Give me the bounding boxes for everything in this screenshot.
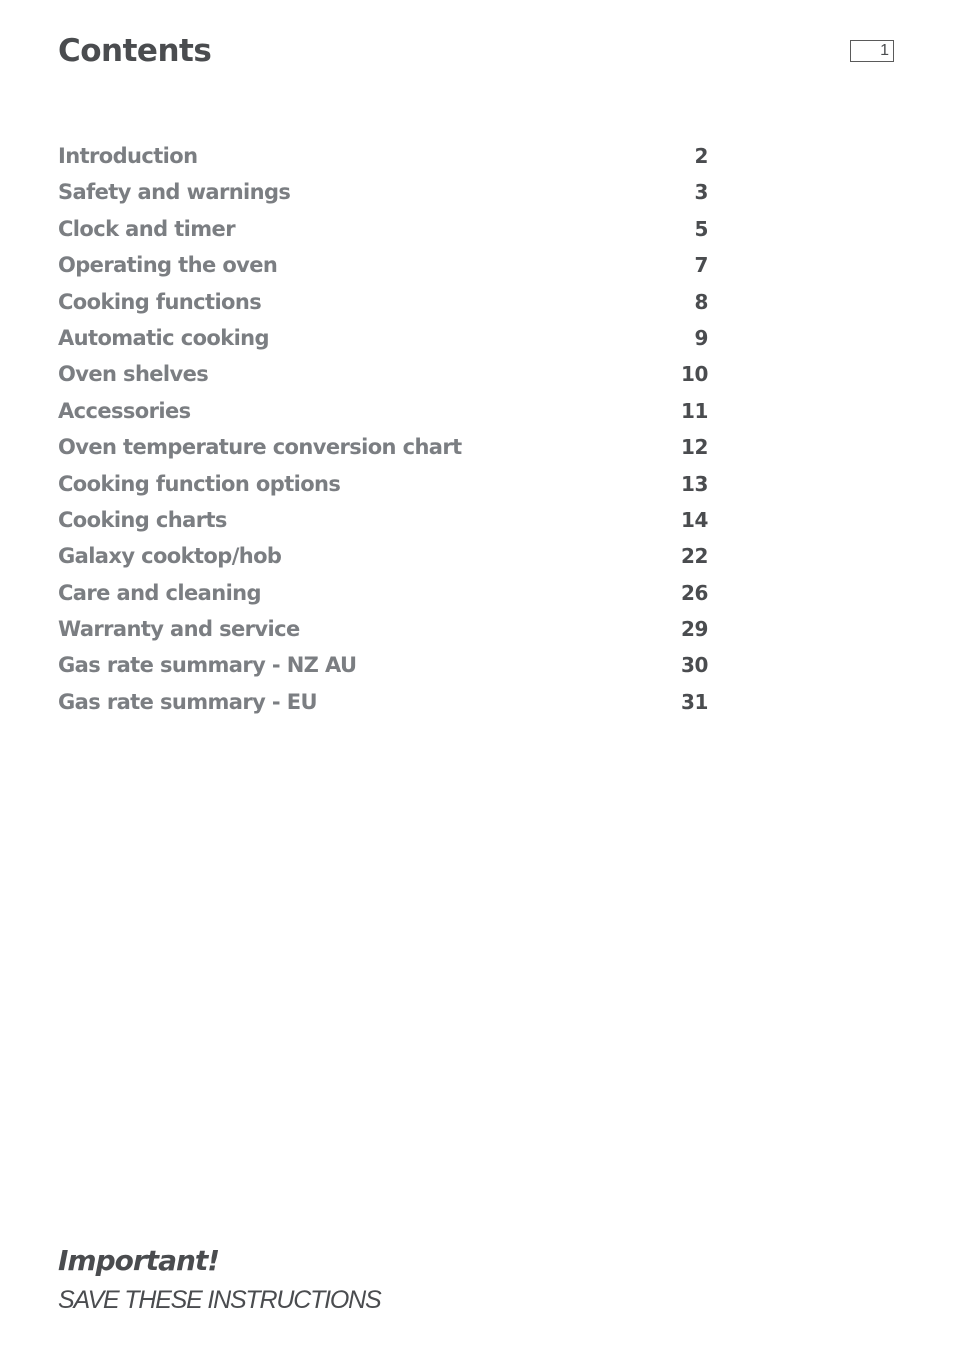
- toc-entry-label: Care and cleaning: [58, 580, 261, 605]
- toc-entry-label: Galaxy cooktop/hob: [58, 544, 282, 569]
- toc-entry-label: Introduction: [58, 144, 198, 168]
- toc-entry[interactable]: [58, 575, 708, 611]
- page-title: Contents: [58, 33, 212, 69]
- toc-entry[interactable]: [58, 502, 708, 538]
- toc-entry-label: Clock and timer: [58, 216, 235, 241]
- toc-entry-label: Safety and warnings: [58, 180, 291, 205]
- toc-entry-page: 26: [680, 580, 708, 605]
- toc-entry[interactable]: [58, 538, 708, 574]
- toc-entry-label: Cooking charts: [58, 507, 227, 532]
- toc-entry-label: Gas rate summary - EU: [58, 689, 317, 714]
- toc-entry-label: Cooking function options: [58, 471, 341, 496]
- toc-entry-page: 11: [680, 398, 708, 423]
- toc-entry[interactable]: [58, 684, 708, 720]
- toc-entry-page: 7: [694, 253, 708, 278]
- toc-entry[interactable]: [58, 611, 708, 647]
- toc-entry-page: 14: [680, 507, 708, 532]
- toc-entry[interactable]: [58, 429, 708, 465]
- toc-entry-label: Automatic cooking: [58, 325, 269, 350]
- important-heading: Important!: [58, 1244, 220, 1277]
- toc-entry[interactable]: [58, 320, 708, 356]
- table-of-contents: [58, 138, 708, 720]
- toc-entry-label: Operating the oven: [58, 253, 278, 278]
- toc-entry[interactable]: [58, 393, 708, 429]
- toc-entry[interactable]: [58, 466, 708, 502]
- toc-entry-page: 29: [680, 617, 708, 642]
- toc-entry-label: Oven temperature conversion chart: [58, 435, 462, 460]
- toc-entry[interactable]: [58, 356, 708, 392]
- save-instructions-notice: SAVE THESE INSTRUCTIONS: [58, 1286, 381, 1314]
- toc-entry[interactable]: [58, 647, 708, 683]
- toc-entry-page: 8: [694, 289, 708, 314]
- toc-entry-page: 13: [680, 471, 708, 496]
- toc-entry[interactable]: [58, 211, 708, 247]
- toc-entry[interactable]: [58, 284, 708, 320]
- toc-entry-page: 5: [694, 216, 708, 241]
- toc-entry[interactable]: [58, 247, 708, 283]
- toc-entry-page: 31: [680, 689, 708, 714]
- toc-entry-page: 10: [680, 362, 708, 387]
- toc-entry[interactable]: [58, 174, 708, 210]
- toc-entry-page: 12: [680, 435, 708, 460]
- toc-entry-label: Warranty and service: [58, 617, 300, 642]
- toc-entry-label: Accessories: [58, 398, 191, 423]
- toc-entry-page: 9: [694, 325, 708, 350]
- page-number: 1: [880, 42, 889, 59]
- toc-entry-label: Oven shelves: [58, 362, 209, 387]
- toc-entry-label: Gas rate summary - NZ AU: [58, 653, 357, 678]
- toc-entry-page: 2: [694, 144, 708, 168]
- page-number-box: [850, 40, 894, 62]
- toc-entry-label: Cooking functions: [58, 289, 262, 314]
- toc-entry-page: 3: [694, 180, 708, 205]
- toc-entry[interactable]: [58, 138, 708, 174]
- toc-entry-page: 22: [680, 544, 708, 569]
- toc-entry-page: 30: [680, 653, 708, 678]
